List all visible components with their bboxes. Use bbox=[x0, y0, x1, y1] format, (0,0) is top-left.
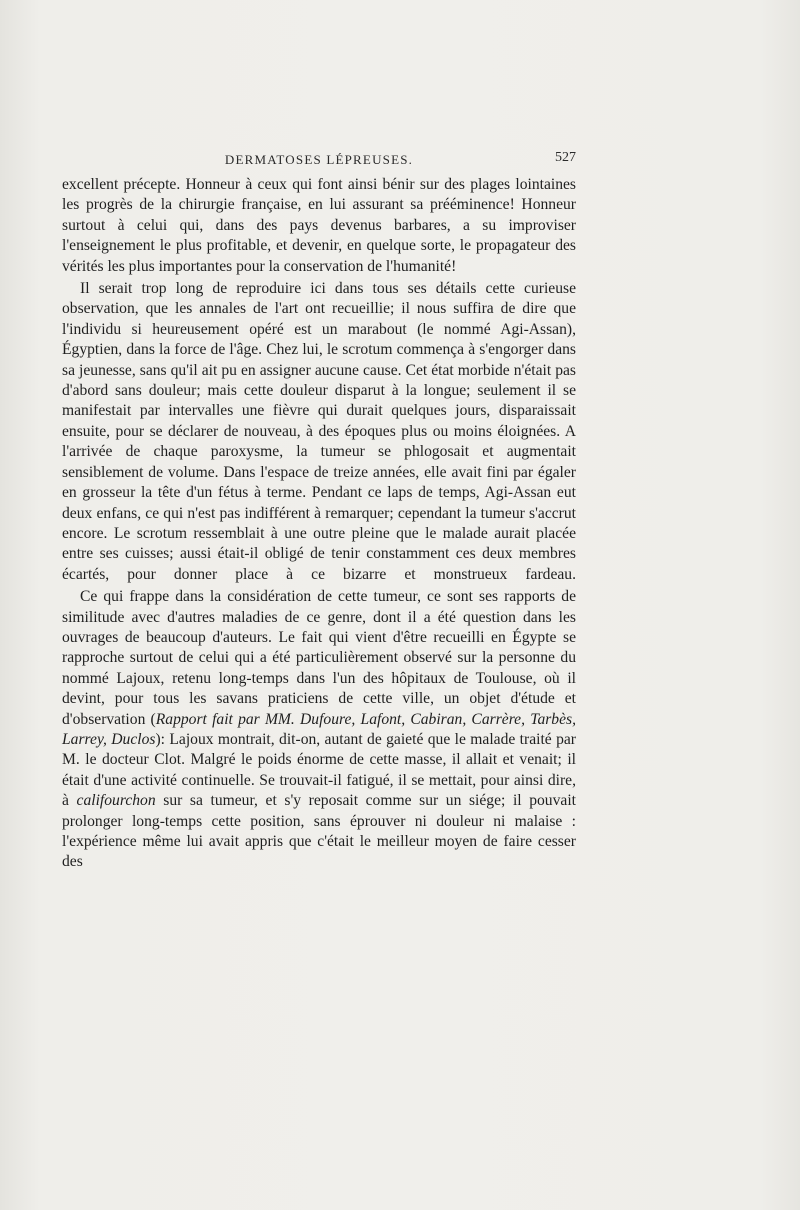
citation-text: Rapport fait par MM. Dufoure, Lafont, Cabiran, Carrère, Tarbès, Larrey, Duclos bbox=[62, 710, 576, 748]
paragraph-1: excellent précepte. Honneur à ceux qui font ainsi bénir sur des plages lointaines les progrès de la chirurgie française, en lui assurant sa prééminence! Honneur surtout à celui qui, dans des pays devenus barbares, a su improviser l'enseignement le plus profitable, et devenir, en quelque sorte, le propagateur des vérités les plus importantes pour la conservation de l'humanité! bbox=[62, 176, 576, 275]
paragraph-3 bbox=[62, 587, 576, 873]
paragraph-2: Il serait trop long de reproduire ici dans tous ses détails cette curieuse observation, que les annales de l'art ont recueillie; il nous suffira de dire que l'individu si heureusement opéré est un marabout (le nommé Agi-Assan), Égyptien, dans la force de l'âge. Chez lui, le scrotum commença à s'engorger dans sa jeunesse, sans qu'il ait pu en assigner aucune cause. Cet état morbide n'était pas d'abord sans douleur; mais cette douleur disparut à la longue; seulement il se manifestait par intervalles une fièvre qui durait quelques jours, disparaissait ensuite, pour se déclarer de nouveau, à des époques plus ou moins éloignées. A l'arrivée de chaque paroxysme, la tumeur se phlogosait et augmentait sensiblement de volume. Dans l'espace de treize années, elle avait fini par égaler en grosseur la tête d'un fétus à terme. Pendant ce laps de temps, Agi-Assan eut deux enfans, ce qui n'est pas indifférent à remarquer; cependant la tumeur s'accrut encore. Le scrotum ressemblait à une outre pleine que le malade aurait placée entre ses cuisses; aussi était-il obligé de tenir constamment ces deux membres écartés, pour donner place à ce bizarre et monstrueux fardeau. bbox=[62, 280, 576, 583]
running-title: DERMATOSES LÉPREUSES. bbox=[224, 152, 414, 167]
page-number: 527 bbox=[555, 150, 576, 165]
body-text bbox=[62, 175, 576, 873]
paragraph-3-text: Ce qui frappe dans la considération de cette tumeur, ce sont ses rapports de similitude avec d'autres maladies de ce genre, dont il a été question dans les ouvrages de beaucoup d'auteurs. Le fait qui vient d'être recueilli en Égypte se rapproche surtout de celui qui a été particulièrement observé sur la personne du nommé Lajoux, retenu long-temps dans l'un des hôpitaux de Toulouse, où il devint, pour tous les savans praticiens de cette ville, un objet d'étude et d'observation ( bbox=[62, 588, 576, 728]
running-head bbox=[62, 150, 576, 172]
paragraph-3-text-after: ): Lajoux montrait, dit-on, autant de gaieté que le malade traité par M. le docteur Clot. Malgré le poids énorme de cette masse, il allait et venait; il était d'une activité continuelle. Se trouvait-il fatigué, il se mettait, pour ainsi dire, à bbox=[62, 730, 576, 810]
paragraph-3-text-end: sur sa tumeur, et s'y reposait comme sur un siége; il pouvait prolonger long-temps cette position, sans éprouver ni douleur ni malaise : l'expérience même lui avait appris que c'était le meilleur moyen de faire cesser des bbox=[62, 792, 576, 871]
italic-word: califourchon bbox=[76, 792, 156, 810]
